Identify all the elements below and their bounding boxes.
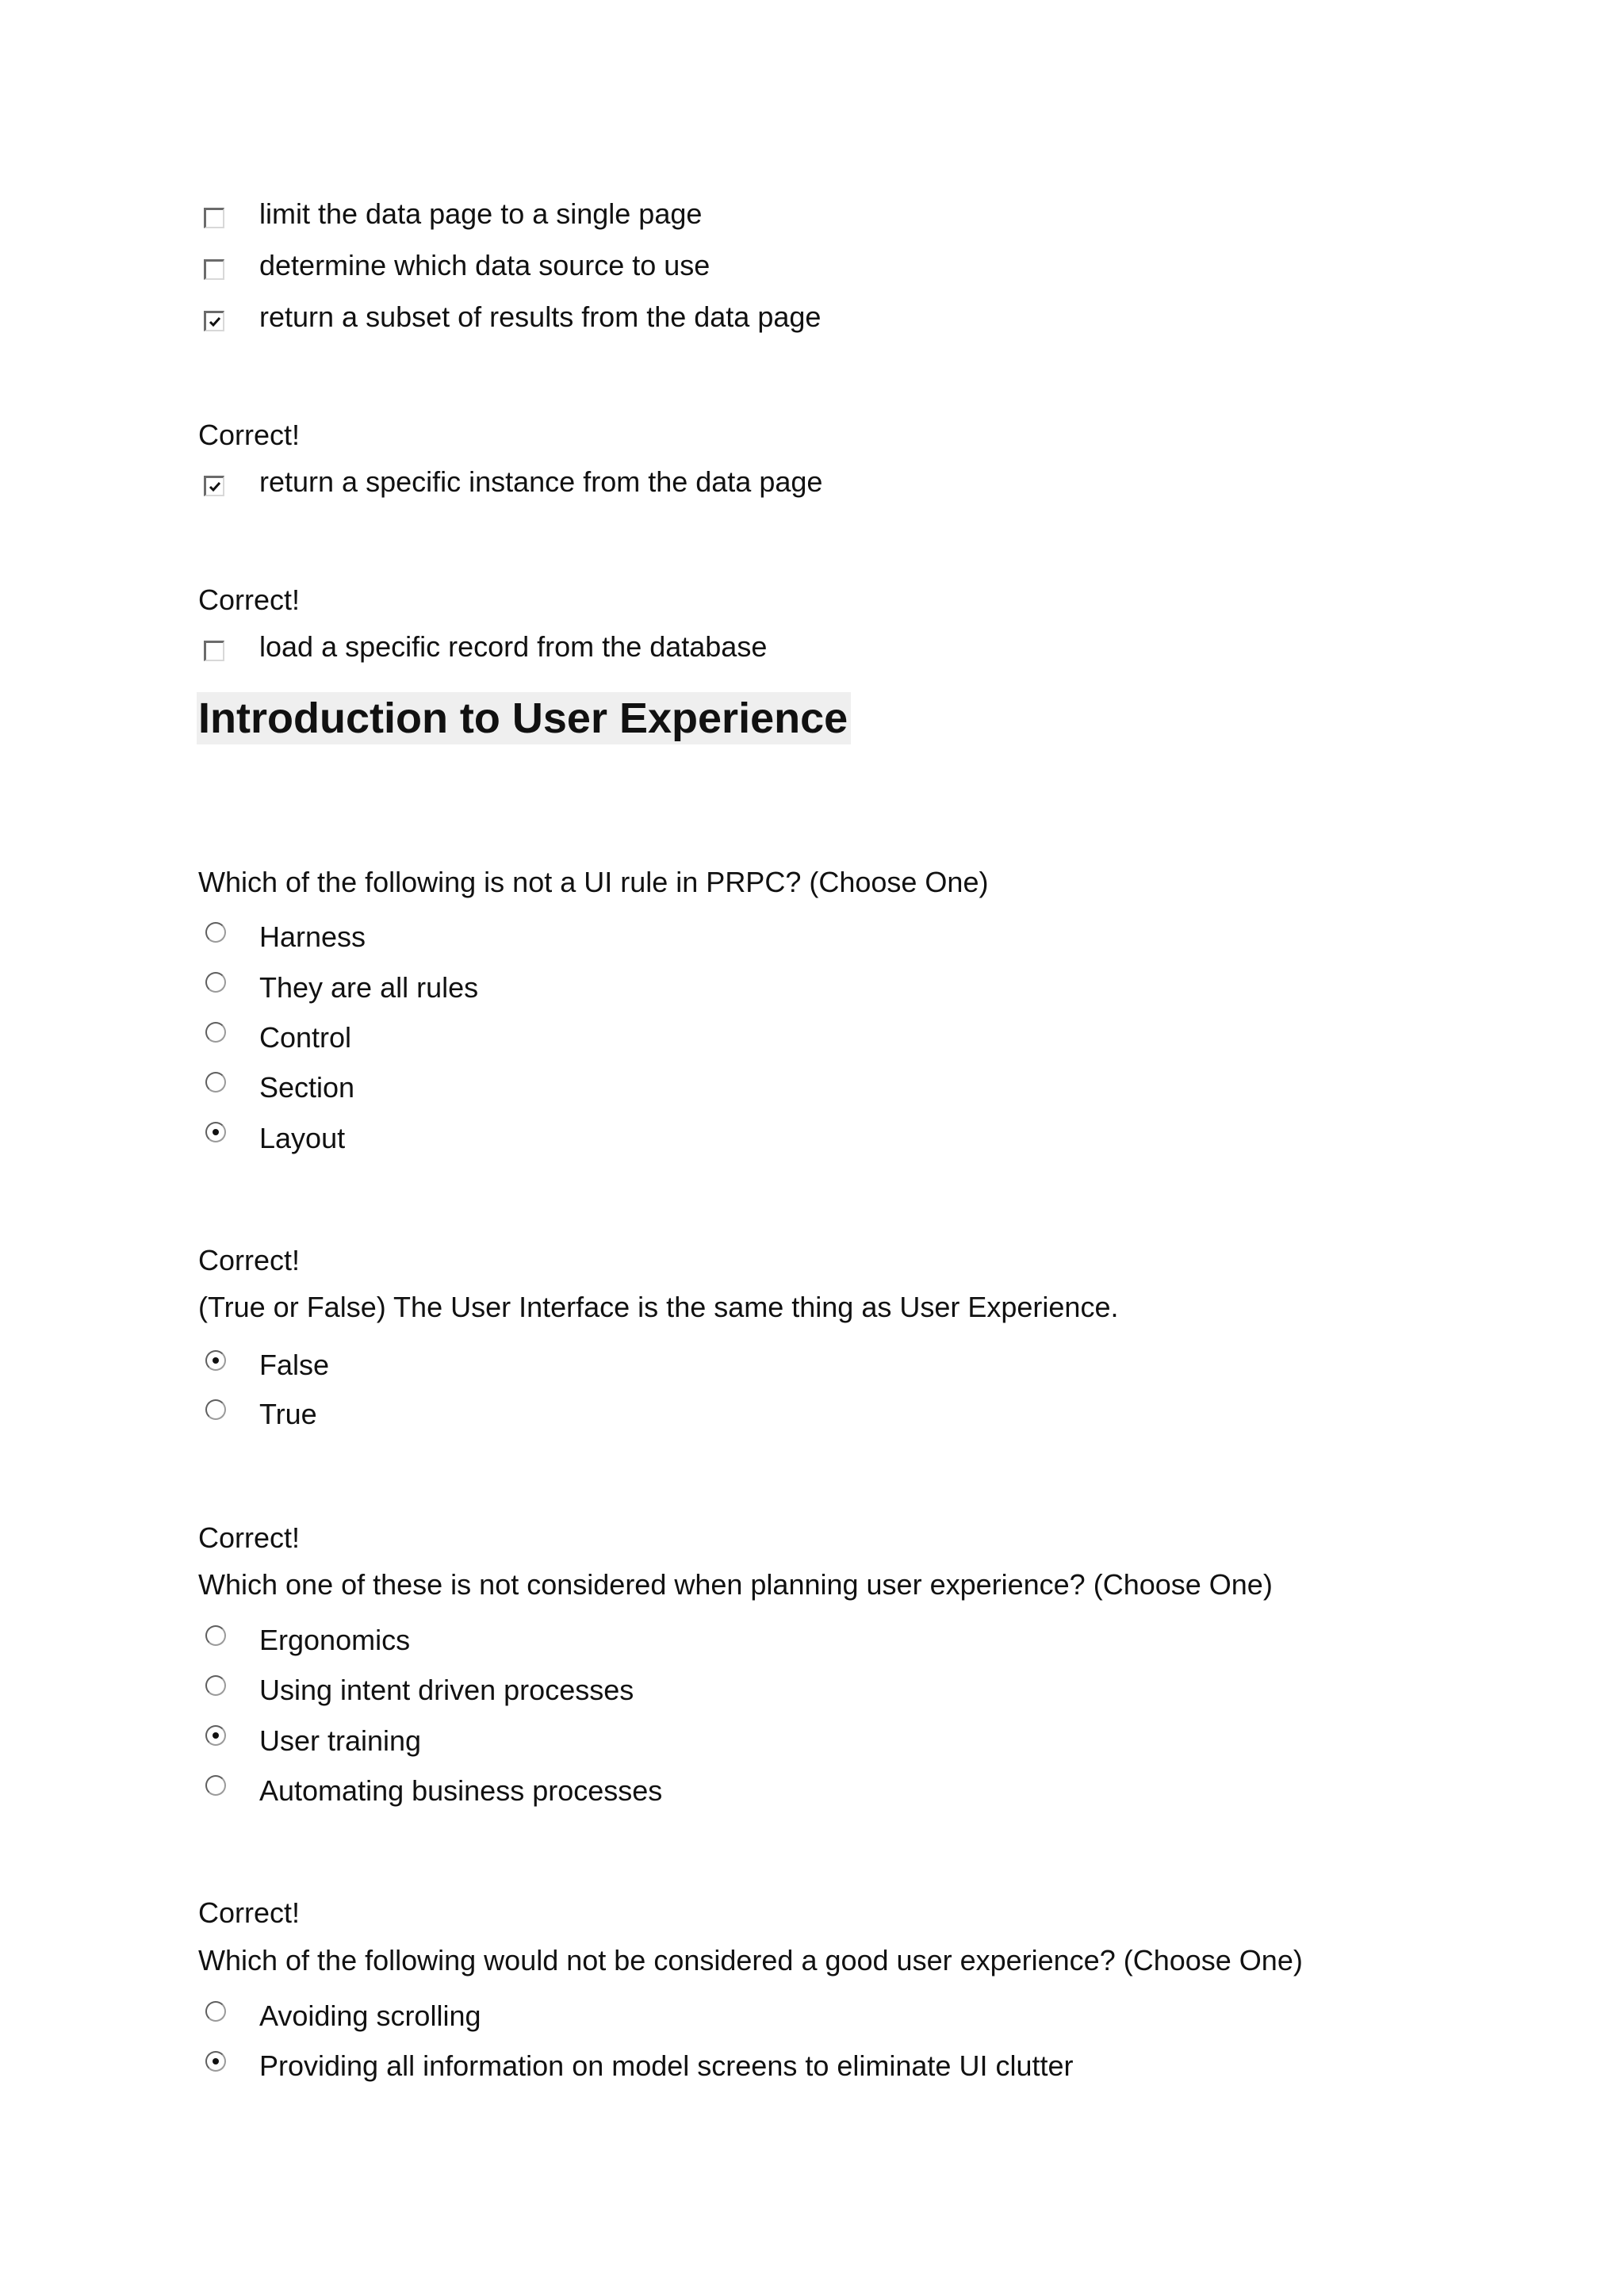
radio-dot-icon — [213, 1732, 219, 1739]
option-label: They are all rules — [259, 971, 479, 1004]
option-label: Section — [259, 1071, 355, 1104]
feedback-text: Correct! — [198, 419, 301, 451]
question-text: Which of the following is not a UI rule in PRPC? (Choose One) — [198, 866, 989, 898]
checkmark-icon — [208, 315, 222, 329]
radio-providing-all-information[interactable] — [205, 2051, 226, 2072]
section-heading: Introduction to User Experience — [197, 692, 851, 744]
checkbox-limit-data-page[interactable] — [204, 208, 224, 228]
feedback-text: Correct! — [198, 1521, 301, 1554]
option-label: Automating business processes — [259, 1774, 663, 1807]
checkbox-return-subset[interactable] — [204, 311, 224, 331]
option-label: determine which data source to use — [259, 249, 710, 281]
radio-false[interactable] — [205, 1350, 226, 1371]
option-label: Ergonomics — [259, 1624, 411, 1656]
option-label: Harness — [259, 920, 366, 953]
feedback-text: Correct! — [198, 1896, 301, 1929]
option-label: load a specific record from the database — [259, 630, 768, 663]
question-text: Which of the following would not be considered a good user experience? (Choose One) — [198, 1944, 1303, 1976]
option-label: limit the data page to a single page — [259, 197, 703, 230]
question-text: (True or False) The User Interface is the same thing as User Experience. — [198, 1291, 1119, 1323]
option-label: Using intent driven processes — [259, 1674, 634, 1706]
radio-avoiding-scrolling[interactable] — [205, 2001, 226, 2022]
radio-all-rules[interactable] — [205, 972, 226, 993]
feedback-text: Correct! — [198, 584, 301, 616]
radio-user-training[interactable] — [205, 1725, 226, 1746]
checkbox-load-specific-record[interactable] — [204, 641, 224, 661]
radio-intent-driven[interactable] — [205, 1675, 226, 1696]
option-label: True — [259, 1398, 317, 1430]
radio-control[interactable] — [205, 1022, 226, 1043]
option-label: Avoiding scrolling — [259, 1999, 481, 2032]
option-label: return a specific instance from the data page — [259, 465, 823, 498]
radio-true[interactable] — [205, 1399, 226, 1420]
radio-automating[interactable] — [205, 1775, 226, 1796]
checkbox-return-specific-instance[interactable] — [204, 476, 224, 496]
option-label: User training — [259, 1724, 422, 1757]
option-label: return a subset of results from the data page — [259, 300, 822, 333]
checkmark-icon — [208, 480, 222, 494]
question-text: Which one of these is not considered when planning user experience? (Choose One) — [198, 1568, 1273, 1601]
option-label: Layout — [259, 1122, 346, 1154]
feedback-text: Correct! — [198, 1244, 301, 1276]
option-label: False — [259, 1349, 330, 1381]
option-label: Control — [259, 1021, 352, 1054]
radio-dot-icon — [213, 2058, 219, 2064]
option-label: Providing all information on model screens to eliminate UI clutter — [259, 2049, 1074, 2082]
radio-dot-icon — [213, 1129, 219, 1135]
radio-ergonomics[interactable] — [205, 1625, 226, 1646]
radio-section[interactable] — [205, 1072, 226, 1093]
radio-harness[interactable] — [205, 922, 226, 943]
checkbox-determine-data-source[interactable] — [204, 259, 224, 280]
radio-dot-icon — [213, 1357, 219, 1364]
radio-layout[interactable] — [205, 1122, 226, 1142]
